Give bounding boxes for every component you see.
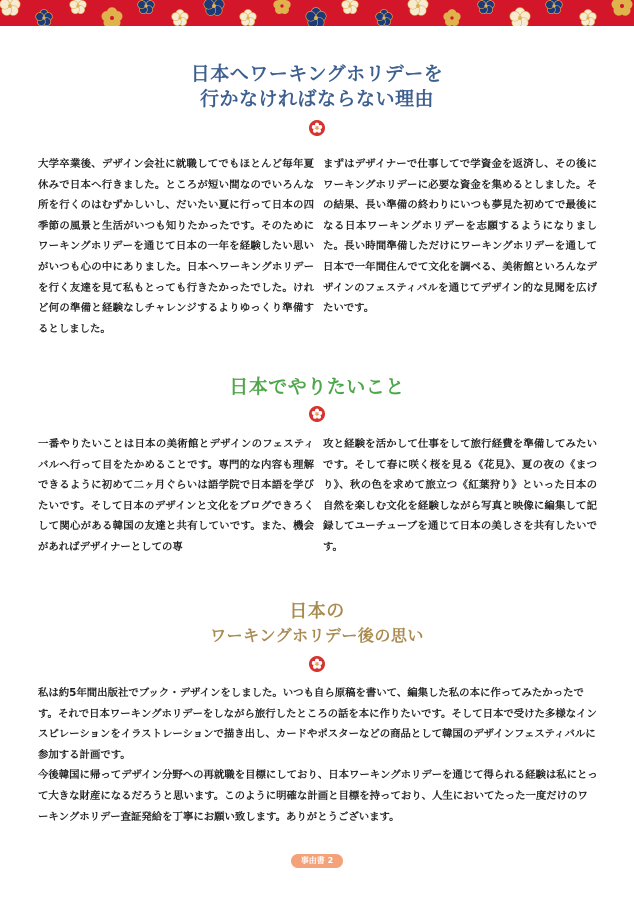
floral-banner (0, 0, 634, 26)
section3-body (38, 683, 598, 827)
section2-title: 日本でやりたいこと (229, 376, 405, 398)
section3-paragraph2: 今後韓国に帰ってデザイン分野への再就職を目標にしており、日本ワーキングホリデーを通じて得られる経験は私にとって大きな財産になるだろうと思います。このように明確な計画と目標を持っており、人生においてたった一度だけのワーキングホリデー査証発給を丁寧にお願い致します。ありがとうございます。 (38, 769, 598, 823)
section2-right-text: 攻と経験を活かして仕事をして旅行経費を準備してみたいです。そして春に咲く桜を見る《花見》、夏の夜の《まつり》、秋の色を求めて旅立つ《紅葉狩り》といった日本の自然を楽しむ文化を経験しながら写真と映像に編集して記録してユーチューブを通じて日本の美しさを共有したいです。 (323, 438, 597, 553)
section3-title-line2: ワーキングホリデー後の思い (210, 626, 424, 645)
plum-blossom-icon (309, 406, 325, 422)
page-number-badge: 事由書 2 (291, 854, 343, 868)
section1-left-text: 大学卒業後、デザイン会社に就職してでもほとんど毎年夏休みで日本へ行きました。ところが短い間なのでいろんな所を行くのはむずかしいし、だいたい夏に行って日本の四季節の風景と生活がいつも知りたかったです。そのためにワーキングホリデーを通じて日本の一年を経験したい思いがいつも心の中にありました。日本へワーキングホリデーを行く友達を見て私もとっても行きたかったでした。けれど何の準備と経験なしチャレンジするよりゆっくり準備するとしました。 (38, 158, 314, 335)
section3-title-line1: 日本の (289, 601, 345, 622)
section1-title-line1: 日本へワーキングホリデーを (190, 63, 444, 85)
plum-blossom-icon (309, 120, 325, 136)
section1-title-line2: 行かなければならない理由 (199, 88, 434, 110)
section2-left-text: 一番やりたいことは日本の美術館とデザインのフェスティバルへ行って目をたかめることです。専門的な内容も理解できるように初めて二ヶ月ぐらいは語学院で日本語を学びたいです。そして日本のデザインと文化をブログできろくして関心がある韓国の友達と共有していです。また、機会があればデザイナーとしての専 (38, 438, 314, 553)
section3-paragraph1: 私は約5年間出版社でブック・デザインをしました。いつも自ら原稿を書いて、編集した私の本に作ってみたかったです。それで日本ワーキングホリデーをしながら旅行したところの話を本に作りたいです。そして日本で受けた多様なインスピレーションをイラストレーションで描き出し、カードやポスターなどの商品として韓国のデザインフェスティバルに参加する計画です。 (38, 687, 597, 761)
floral-pattern-icon (0, 0, 634, 26)
section1-title (0, 62, 634, 112)
section3-title (0, 600, 634, 648)
plum-blossom-icon (309, 656, 325, 672)
section1-right-text: まずはデザイナーで仕事してで学資金を返済し、その後にワーキングホリデーに必要な資金を集めるとしました。その結果、長い準備の終わりにいつも夢見た初めてで最後になる日本ワーキングホリデーを志願するようになりました。長い時間準備しただけにワーキングホリデーを通して日本で一年間住んでて文化を調べる、美術館といろんなデザインのフェスティバルを通じてデザイン的な見聞を広げたいです。 (323, 158, 597, 315)
